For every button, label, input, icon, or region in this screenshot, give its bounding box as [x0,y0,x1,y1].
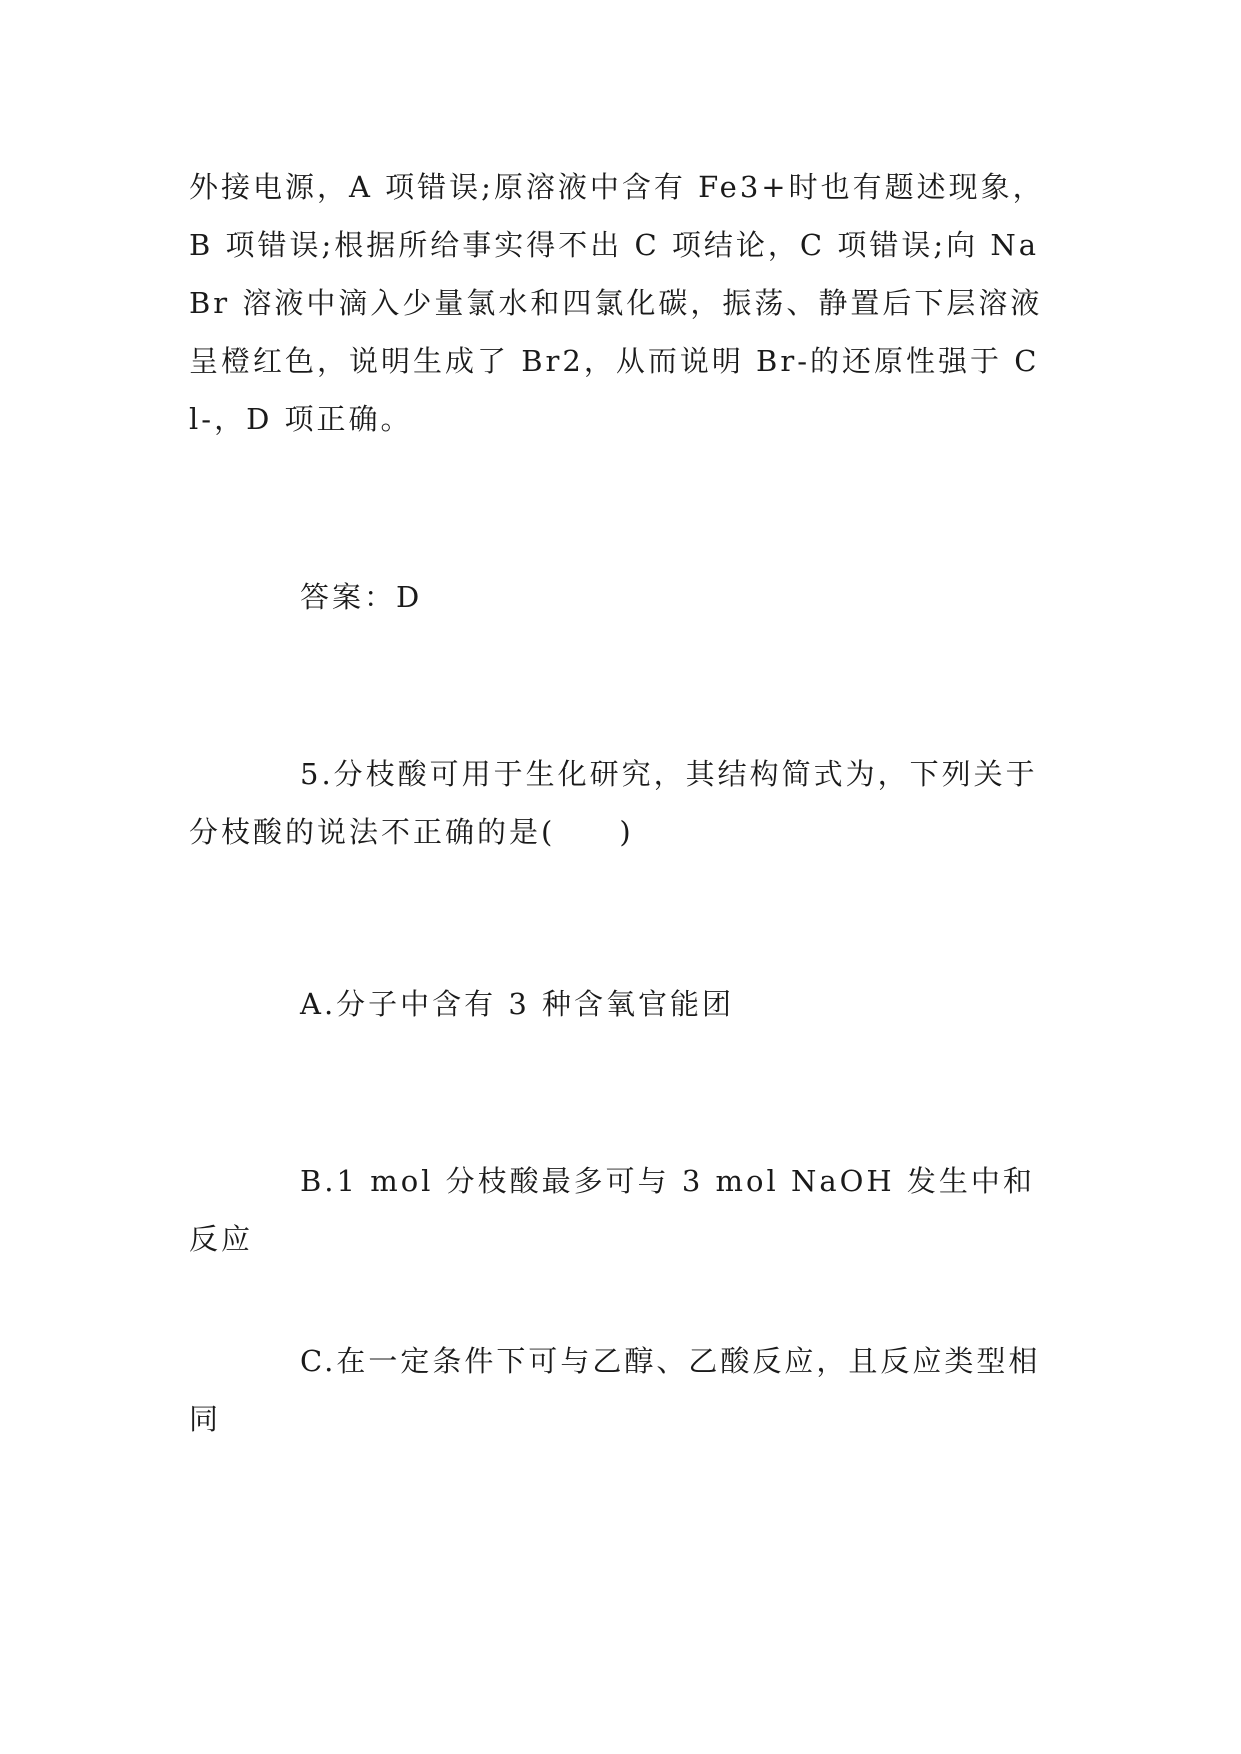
question-5-stem: 5.分枝酸可用于生化研究，其结构简式为，下列关于分枝酸的说法不正确的是( ) [189,757,1038,849]
option-c: C.在一定条件下可与乙醇、乙酸反应，且反应类型相同 [189,1344,1041,1436]
explanation-paragraph: 外接电源，A 项错误;原溶液中含有 Fe3+时也有题述现象，B 项错误;根据所给事实得不出 C 项结论，C 项错误;向 NaBr 溶液中滴入少量氯水和四氯化碳，振荡、静置后下层溶液呈橙红色，说明生成了 Br2，从而说明 Br-的还原性强于 Cl-，D 项正确。 [189,170,1045,436]
option-a: A.分子中含有 3 种含氧官能团 [300,987,735,1021]
option-b: B.1 mol 分枝酸最多可与 3 mol NaOH 发生中和反应 [189,1164,1035,1256]
answer-line: 答案：D [300,580,423,614]
